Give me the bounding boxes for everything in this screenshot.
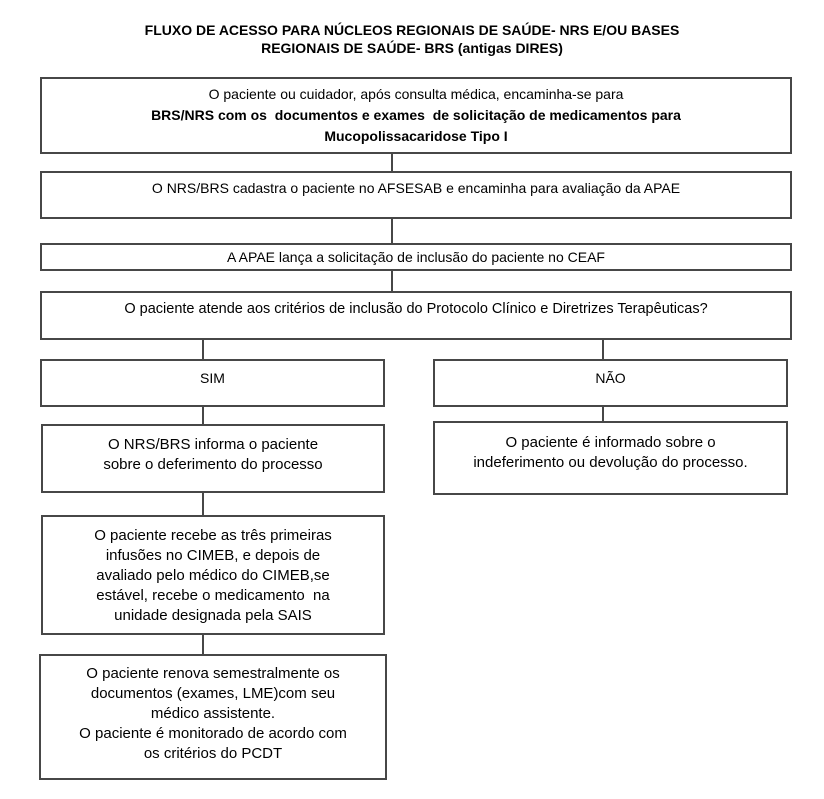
connector-criterios-to-nao — [602, 340, 604, 359]
flow-box-infusoes-cimeb — [41, 515, 385, 635]
flow-box-deferimento-line-2: sobre o deferimento do processo — [103, 456, 323, 473]
flow-box-infusoes-line-1: O paciente recebe as três primeiras — [94, 527, 332, 544]
flow-box-renovacao-line-1: O paciente renova semestralmente os — [86, 665, 340, 682]
flow-box-cadastro-afsesab — [40, 171, 792, 219]
connector-apae-to-criterios — [391, 271, 393, 291]
flow-box-apae-text: A APAE lança a solicitação de inclusão do paciente no CEAF — [227, 249, 605, 265]
flow-box-infusoes-line-5: unidade designada pela SAIS — [114, 607, 312, 624]
flow-box-renovacao-line-3: médico assistente. — [150, 705, 276, 722]
flow-box-indeferimento-line-1: O paciente é informado sobre o — [505, 434, 716, 451]
flow-box-infusoes-line-4: estável, recebe o medicamento na — [96, 587, 330, 604]
flow-box-indeferimento-line-2: indeferimento ou devolução do processo. — [473, 454, 748, 471]
flow-box-cadastro-text: O NRS/BRS cadastra o paciente no AFSESAB e encaminha para avaliação da APAE — [151, 180, 681, 196]
flow-box-nao — [433, 359, 788, 407]
flow-box-sim-label: SIM — [200, 370, 225, 386]
flow-box-deferimento-line-1: O NRS/BRS informa o paciente — [107, 436, 319, 453]
flow-box-infusoes-line-2: infusões no CIMEB, e depois de — [105, 547, 321, 564]
connector-criterios-to-sim — [202, 340, 204, 359]
page-title — [0, 21, 824, 57]
flow-box-start-line-1: O paciente ou cuidador, após consulta médica, encaminha-se para — [208, 86, 624, 102]
flow-box-renovacao-pcdt — [39, 654, 387, 780]
page-title-line-1: FLUXO DE ACESSO PARA NÚCLEOS REGIONAIS DE SAÚDE- NRS E/OU BASES — [144, 22, 680, 38]
flow-box-deferimento — [41, 424, 385, 493]
connector-infusoes-to-renovacao — [202, 635, 204, 654]
page-title-line-2: REGIONAIS DE SAÚDE- BRS (antigas DIRES) — [261, 40, 563, 56]
flow-box-nao-label: NÃO — [595, 370, 626, 386]
flow-box-renovacao-line-5: os critérios do PCDT — [143, 745, 283, 762]
flow-box-criterios-text: O paciente atende aos critérios de inclusão do Protocolo Clínico e Diretrizes Terapêuticas? — [124, 301, 708, 317]
flow-box-renovacao-line-4: O paciente é monitorado de acordo com — [79, 725, 347, 742]
connector-deferimento-to-infusoes — [202, 493, 204, 515]
connector-cadastro-to-apae — [391, 219, 393, 243]
flow-box-start — [40, 77, 792, 154]
flow-box-apae-ceaf — [40, 243, 792, 271]
flow-box-start-line-2: BRS/NRS com os documentos e exames de solicitação de medicamentos para — [151, 107, 681, 123]
connector-nao-to-indeferimento — [602, 407, 604, 421]
connector-sim-to-deferimento — [202, 407, 204, 424]
connector-start-to-cadastro — [391, 154, 393, 171]
flow-box-infusoes-line-3: avaliado pelo médico do CIMEB,se — [96, 567, 330, 584]
flow-box-start-line-3: Mucopolissacaridose Tipo I — [324, 128, 508, 144]
flow-box-sim — [40, 359, 385, 407]
flow-box-criterios-pergunta — [40, 291, 792, 340]
flow-box-indeferimento — [433, 421, 788, 495]
flow-box-renovacao-line-2: documentos (exames, LME)com seu — [90, 685, 336, 702]
